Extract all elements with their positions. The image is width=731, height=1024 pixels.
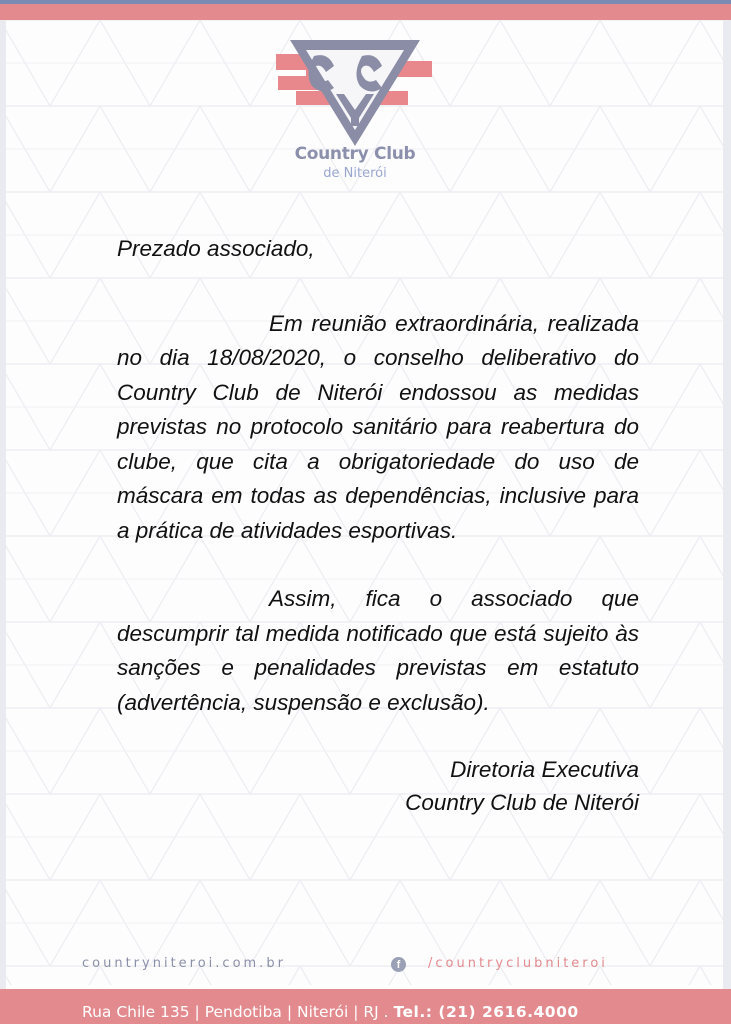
brand-subtitle: de Niterói	[323, 166, 387, 181]
website-link[interactable]: countryniteroi.com.br	[82, 956, 286, 971]
address-text: Rua Chile 135 | Pendotiba | Niterói | RJ .	[82, 1003, 389, 1021]
letter-body	[117, 232, 639, 819]
paragraph-announcement: Em reunião extraordinária, realizada no dia 18/08/2020, o conselho deliberativo do Country Club de Niterói endossou as medidas previstas no protocolo sanitário para reabertura do clube, que cita a obrigatoriedade do uso de máscara em todas as dependências, inclusive para a prática de atividades esportivas.	[117, 310, 639, 543]
signature-line-2: Country Club de Niterói	[405, 790, 639, 815]
signature-line-1: Diretoria Executiva	[450, 757, 639, 782]
address-line	[82, 1003, 579, 1021]
brand-title: Country Club	[294, 144, 416, 164]
facebook-link[interactable]: /countryclubniteroi	[428, 956, 608, 971]
signature-block	[117, 753, 639, 819]
top-accent-bar	[0, 0, 731, 20]
phone-number: Tel.: (21) 2616.4000	[393, 1003, 579, 1021]
footer-address-bar	[0, 989, 731, 1024]
greeting: Prezado associado,	[117, 236, 315, 261]
right-border	[723, 0, 731, 1024]
facebook-icon: f	[391, 957, 406, 972]
paragraph-notice: Assim, fica o associado que descumprir tal medida notificado que está sujeito às sanções e penalidades previstas em estatuto (advertência, suspensão e exclusão).	[117, 586, 639, 715]
footer-links	[0, 956, 731, 976]
